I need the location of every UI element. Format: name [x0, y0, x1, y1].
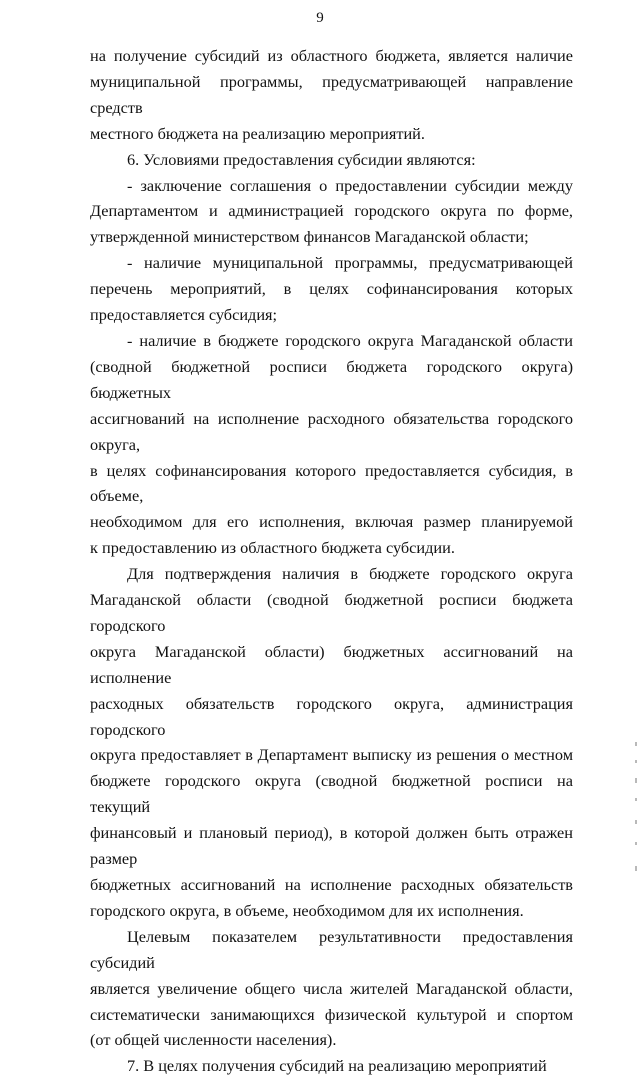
text-line: расходных обязательств городского округа, администрация городского [90, 693, 573, 739]
page-number: 9 [316, 10, 324, 26]
document-body [90, 43, 573, 1079]
text-line: является увеличение общего числа жителей Магаданской области, [90, 978, 573, 998]
text-line: в целях софинансирования которого предоставляется субсидия, в объеме, [90, 460, 573, 506]
text-line: Департаментом и администрацией городского округа по форме, [90, 201, 573, 221]
scan-edge-marks [628, 0, 640, 905]
text-line: 7. В целях получения субсидий на реализацию мероприятий [127, 1056, 547, 1076]
text-line: финансовый и плановый период), в которой должен быть отражен размер [90, 823, 573, 869]
text-line: 6. Условиями предоставления субсидии являются: [127, 149, 476, 169]
text-line: к предоставлению из областного бюджета субсидии. [90, 538, 455, 558]
text-line: утвержденной министерством финансов Магаданской области; [90, 227, 529, 247]
text-line: городского округа, в объеме, необходимом для их исполнения. [90, 900, 524, 920]
text-line: бюджете городского округа (сводной бюджетной росписи на текущий [90, 771, 573, 817]
text-line: округа Магаданской области) бюджетных ассигнований на исполнение [90, 641, 573, 687]
text-line: Магаданской области (сводной бюджетной росписи бюджета городского [90, 590, 573, 635]
text-line: ассигнований на исполнение расходного обязательства городского округа, [90, 408, 573, 454]
text-line: Целевым показателем результативности предоставления субсидий [90, 926, 573, 972]
text-line: округа предоставляет в Департамент выписку из решения о местном [90, 745, 573, 765]
text-line: - заключение соглашения о предоставлении субсидии между [127, 175, 573, 195]
text-line: на получение субсидий из областного бюджета, является наличие [90, 46, 573, 65]
text-line: местного бюджета на реализацию мероприятий. [90, 123, 425, 143]
text-line: систематически занимающихся физической культурой и спортом [90, 1004, 573, 1024]
text-line: Для подтверждения наличия в бюджете городского округа [127, 564, 573, 584]
text-line: бюджетных ассигнований на исполнение расходных обязательств [90, 875, 573, 894]
text-line: необходимом для его исполнения, включая размер планируемой [90, 512, 573, 532]
text-line: - наличие муниципальной программы, предусматривающей [127, 253, 573, 273]
text-line: - наличие в бюджете городского округа Магаданской области [127, 330, 573, 350]
text-line: муниципальной программы, предусматривающей направление средств [90, 71, 573, 117]
text-line: перечень мероприятий, в целях софинансирования которых [90, 279, 573, 299]
text-line: предоставляется субсидия; [90, 305, 278, 325]
text-line: (сводной бюджетной росписи бюджета городского округа) бюджетных [90, 356, 573, 402]
text-line: (от общей численности населения). [90, 1030, 337, 1050]
